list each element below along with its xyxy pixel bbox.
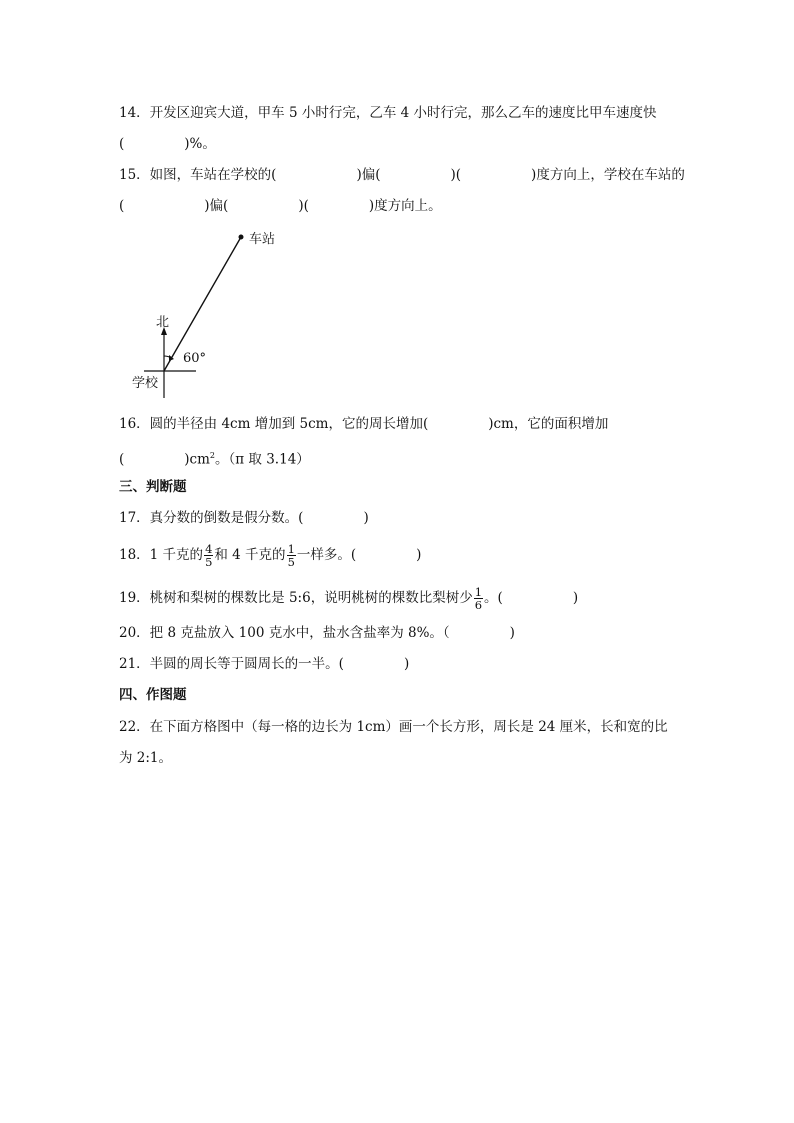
question-16-text: 。（π 取 3.14） (215, 451, 310, 468)
fraction-4-5 (204, 543, 213, 568)
question-18-text: 18．1 千克的 (119, 547, 204, 563)
question-17-text: 17．真分数的倒数是假分数。( (119, 510, 304, 526)
north-label: 北 (156, 315, 170, 330)
question-17 (119, 508, 369, 528)
question-18-text: 一样多。( (296, 547, 357, 563)
question-15-text: )偏( (356, 167, 381, 183)
question-22-text: 22．在下面方格图中（每一格的边长为 1cm）画一个长方形，周长是 24 厘米，长和宽的比 (119, 719, 668, 735)
paren-close: ) (572, 590, 579, 606)
paren-close: )%。 (184, 136, 216, 152)
paren-close: ) (416, 547, 422, 563)
superscript: 2 (209, 451, 216, 460)
station-label: 车站 (249, 232, 276, 247)
section-4-heading: 四、作图题 (119, 687, 187, 703)
question-21 (119, 654, 409, 674)
fraction-1-5 (287, 543, 296, 568)
question-20-text: 20．把 8 克盐放入 100 克水中，盐水含盐率为 8%。（ (119, 625, 450, 641)
fraction-denominator: 5 (205, 555, 213, 569)
question-19-text: 。( (484, 590, 503, 606)
question-16-line2 (119, 446, 310, 470)
question-18-text: 和 4 千克的 (214, 547, 286, 563)
angle-label: 60° (183, 351, 207, 366)
paren-open: ( (119, 451, 125, 468)
question-20 (119, 623, 515, 643)
fraction-denominator: 5 (287, 555, 295, 569)
question-15-line2 (119, 196, 442, 216)
question-16-text: )cm，它的面积增加 (488, 416, 609, 432)
question-16-text: )cm (184, 451, 210, 468)
question-22-line1 (119, 717, 668, 737)
question-19 (119, 586, 578, 611)
question-15-text: )度方向上。 (368, 198, 442, 214)
question-16-line1 (119, 414, 608, 434)
fraction-numerator: 4 (205, 542, 213, 556)
fraction-1-6 (474, 586, 483, 611)
question-14-text: 14．开发区迎宾大道，甲车 5 小时行完，乙车 4 小时行完，那么乙车的速度比甲车速度快 (119, 105, 657, 121)
direction-figure (128, 228, 288, 404)
question-15-text: )( (450, 167, 462, 183)
question-14-line1 (119, 103, 657, 123)
school-label: 学校 (132, 376, 159, 391)
fraction-numerator: 1 (287, 542, 295, 556)
question-16-text: 16．圆的半径由 4cm 增加到 5cm，它的周长增加( (119, 416, 429, 432)
question-15-text: )度方向上，学校在车站的 (531, 167, 685, 183)
question-22-line2 (119, 748, 172, 768)
question-18 (119, 543, 421, 568)
question-15-line1 (119, 165, 685, 185)
question-19-text: 19．桃树和梨树的棵数比是 5:6，说明桃树的棵数比梨树少 (119, 590, 473, 606)
section-3-heading: 三、判断题 (119, 479, 187, 495)
fraction-numerator: 1 (474, 585, 483, 599)
paren-open: ( (119, 198, 125, 214)
question-14-line2 (119, 134, 216, 154)
paren-close: ) (363, 510, 369, 526)
question-15-text: 15．如图，车站在学校的( (119, 167, 277, 183)
paren-open: ( (119, 136, 125, 152)
paren-close: ) (509, 625, 515, 641)
station-point (239, 235, 244, 240)
question-22-text: 为 2:1。 (119, 750, 173, 766)
question-21-text: 21．半圆的周长等于圆周长的一半。( (119, 656, 344, 672)
paren-close: ) (403, 656, 410, 672)
question-15-text: )( (298, 198, 309, 214)
fraction-denominator: 6 (474, 598, 483, 612)
question-15-text: )偏( (204, 198, 229, 214)
